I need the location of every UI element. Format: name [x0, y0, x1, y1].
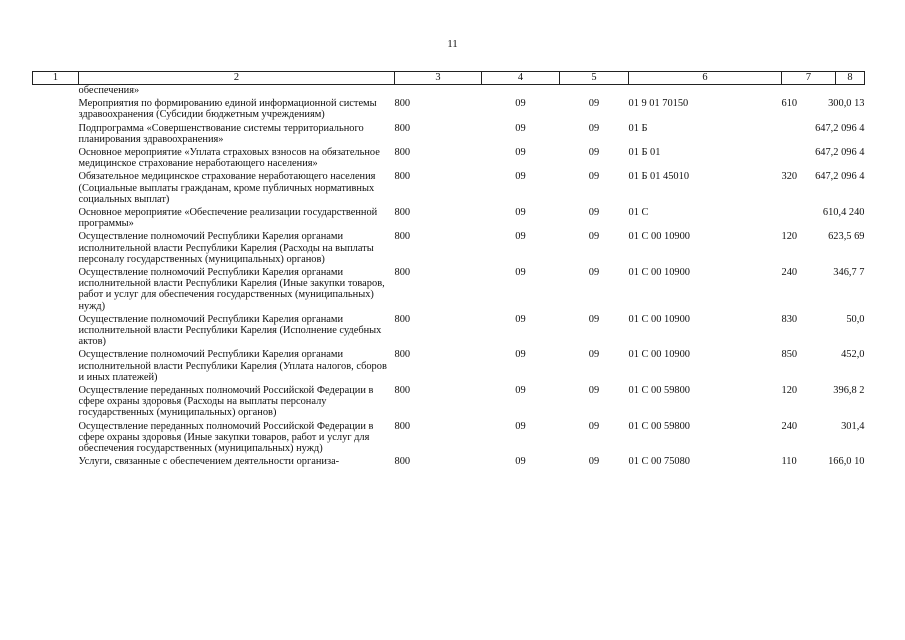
col-3-value: 800 — [394, 207, 411, 219]
col-1-cell — [33, 314, 79, 350]
header-col-8: 8 — [836, 72, 865, 85]
col-6-value: 01 С 00 75080 — [628, 456, 690, 468]
col-5-value: 09 — [588, 231, 600, 243]
header-row — [33, 72, 865, 85]
row-name: Мероприятия по формированию единой информационной системы здравоохранения (Субсидии бюджетным учреждениям) — [78, 98, 377, 121]
table-body — [33, 85, 865, 470]
col-8-value: 2 396,8 — [833, 385, 865, 397]
col-3-value — [395, 85, 482, 99]
col-4-value: 09 — [515, 385, 526, 397]
col-8-value: 7 346,7 — [833, 267, 865, 279]
row-name: Услуги, связанные с обеспечением деятельности организа- — [78, 456, 340, 468]
row-name: Подпрограмма «Совершенствование системы территориального планирования здравоохранения» — [78, 122, 364, 145]
col-4-value: 09 — [515, 420, 526, 432]
col-6-value: 01 С 00 59800 — [628, 385, 690, 397]
col-6-value: 01 Б 01 45010 — [628, 171, 690, 183]
col-5-value: 09 — [588, 147, 600, 159]
row-name: Основное мероприятие «Обеспечение реализации государственной программы» — [78, 207, 378, 230]
table-row — [33, 231, 865, 267]
col-5-value: 09 — [588, 313, 600, 325]
col-1-cell — [33, 421, 79, 457]
row-name: Осуществление полномочий Республики Карелия органами исполнительной власти Республики Карелия (Иные закупки товаров, работ и услуг для обеспечения государственных (муниципальных) нужд) — [78, 267, 385, 312]
col-8-value: 452,0 — [841, 349, 865, 361]
col-3-value: 800 — [394, 267, 411, 279]
col-6-value: 01 С — [628, 207, 649, 219]
col-8-value: 240 610,4 — [822, 207, 865, 219]
col-8-value: 50,0 — [846, 313, 865, 325]
col-4-value — [482, 85, 560, 99]
col-5-value: 09 — [588, 349, 600, 361]
col-7-value: 240 — [781, 267, 798, 279]
table-row — [33, 207, 865, 231]
col-7-value: 110 — [781, 456, 797, 468]
row-name: Осуществление полномочий Республики Карелия органами исполнительной власти Республики Карелия (Исполнение судебных актов) — [78, 313, 382, 348]
col-5-value — [560, 85, 629, 99]
col-3-value: 800 — [394, 385, 411, 397]
col-6-value: 01 Б — [628, 122, 648, 134]
table-row — [33, 171, 865, 207]
col-6-value: 01 С 00 59800 — [628, 420, 690, 432]
col-7-value: 120 — [781, 231, 798, 243]
table-row — [33, 314, 865, 350]
col-7-value: 830 — [781, 313, 798, 325]
table-row — [33, 456, 865, 469]
row-name: Осуществление переданных полномочий Российской Федерации в сфере охраны здоровья (Расходы на выплаты персоналу государственных (муниципальных) органов) — [78, 385, 374, 419]
col-6-value — [629, 85, 782, 99]
table-row — [33, 349, 865, 385]
table-row — [33, 123, 865, 147]
col-5-value: 09 — [588, 122, 600, 134]
col-3-value: 800 — [394, 231, 411, 243]
col-3-value: 800 — [394, 147, 411, 159]
table-row — [33, 421, 865, 457]
table-row — [33, 147, 865, 171]
col-4-value: 09 — [515, 267, 526, 279]
col-6-value: 01 9 01 70150 — [628, 98, 689, 110]
col-1-cell — [33, 231, 79, 267]
row-name: Осуществление полномочий Республики Карелия органами исполнительной власти Республики Карелия (Уплата налогов, сборов и иных платежей) — [78, 349, 387, 383]
table-row — [33, 85, 865, 99]
col-1-cell — [33, 456, 79, 469]
col-6-value: 01 С 00 10900 — [628, 349, 690, 361]
col-4-value: 09 — [515, 171, 526, 183]
col-8-value: 13 300,0 — [828, 98, 865, 110]
table-row — [33, 98, 865, 122]
col-4-value: 09 — [515, 456, 526, 468]
col-5-value: 09 — [588, 98, 600, 110]
budget-table — [32, 71, 865, 470]
col-1-cell — [33, 267, 79, 314]
row-name: обеспечения» — [78, 85, 140, 96]
col-5-value: 09 — [588, 171, 600, 183]
col-6-value: 01 С 00 10900 — [628, 231, 690, 243]
col-5-value: 09 — [588, 385, 600, 397]
col-3-value: 800 — [394, 171, 411, 183]
col-7-value — [782, 85, 836, 99]
col-8-value — [836, 85, 865, 99]
col-4-value: 09 — [515, 98, 526, 110]
col-1-cell — [33, 98, 79, 122]
header-col-2: 2 — [79, 72, 395, 85]
col-8-value: 4 096 647,2 — [815, 122, 865, 134]
row-name: Осуществление полномочий Республики Карелия органами исполнительной власти Республики Карелия (Расходы на выплаты персоналу государственных (муниципальных) органов) — [78, 231, 374, 265]
col-4-value: 09 — [515, 147, 526, 159]
table-row — [33, 385, 865, 421]
col-3-value: 800 — [394, 456, 411, 468]
header-col-6: 6 — [629, 72, 782, 85]
header-col-7: 7 — [782, 72, 836, 85]
col-7-value: 850 — [781, 349, 798, 361]
row-name: Обязательное медицинское страхование неработающего населения (Социальные выплаты гражданам, кроме публичных нормативных социальных выплат) — [78, 171, 376, 205]
header-col-5: 5 — [560, 72, 629, 85]
header-col-3: 3 — [395, 72, 482, 85]
col-8-value: 4 096 647,2 — [815, 171, 865, 183]
row-name: Осуществление переданных полномочий Российской Федерации в сфере охраны здоровья (Иные закупки товаров, работ и услуг для обеспечения государственных (муниципальных) нужд) — [78, 420, 374, 455]
col-1-cell — [33, 385, 79, 421]
col-4-value: 09 — [515, 122, 526, 134]
col-6-value: 01 С 00 10900 — [628, 313, 690, 325]
header-col-1: 1 — [33, 72, 79, 85]
col-1-cell — [33, 147, 79, 171]
col-1-cell — [33, 207, 79, 231]
col-4-value: 09 — [515, 313, 526, 325]
col-7-value: 610 — [781, 98, 798, 110]
col-8-value: 10 166,0 — [828, 456, 865, 468]
col-1-cell — [33, 123, 79, 147]
table-row — [33, 267, 865, 314]
col-1-cell — [33, 85, 79, 99]
col-3-value: 800 — [394, 122, 411, 134]
col-7-value: 120 — [781, 385, 798, 397]
col-6-value: 01 Б 01 — [628, 147, 661, 159]
col-5-value: 09 — [588, 456, 600, 468]
header-col-4: 4 — [482, 72, 560, 85]
col-8-value: 301,4 — [841, 420, 865, 432]
col-7-value: 320 — [781, 171, 798, 183]
col-3-value: 800 — [394, 420, 411, 432]
col-4-value: 09 — [515, 207, 526, 219]
col-3-value: 800 — [394, 98, 411, 110]
col-1-cell — [33, 171, 79, 207]
col-5-value: 09 — [588, 207, 600, 219]
col-4-value: 09 — [515, 231, 526, 243]
col-5-value: 09 — [588, 267, 600, 279]
col-8-value: 69 623,5 — [828, 231, 865, 243]
col-7-value: 240 — [781, 420, 798, 432]
col-3-value: 800 — [394, 349, 411, 361]
col-3-value: 800 — [394, 313, 411, 325]
col-8-value: 4 096 647,2 — [815, 147, 865, 159]
col-6-value: 01 С 00 10900 — [628, 267, 690, 279]
page-number: 11 — [447, 38, 458, 50]
col-1-cell — [33, 349, 79, 385]
row-name: Основное мероприятие «Уплата страховых взносов на обязательное медицинское страхование неработающего населения» — [78, 147, 380, 170]
col-4-value: 09 — [515, 349, 526, 361]
col-5-value: 09 — [588, 420, 600, 432]
